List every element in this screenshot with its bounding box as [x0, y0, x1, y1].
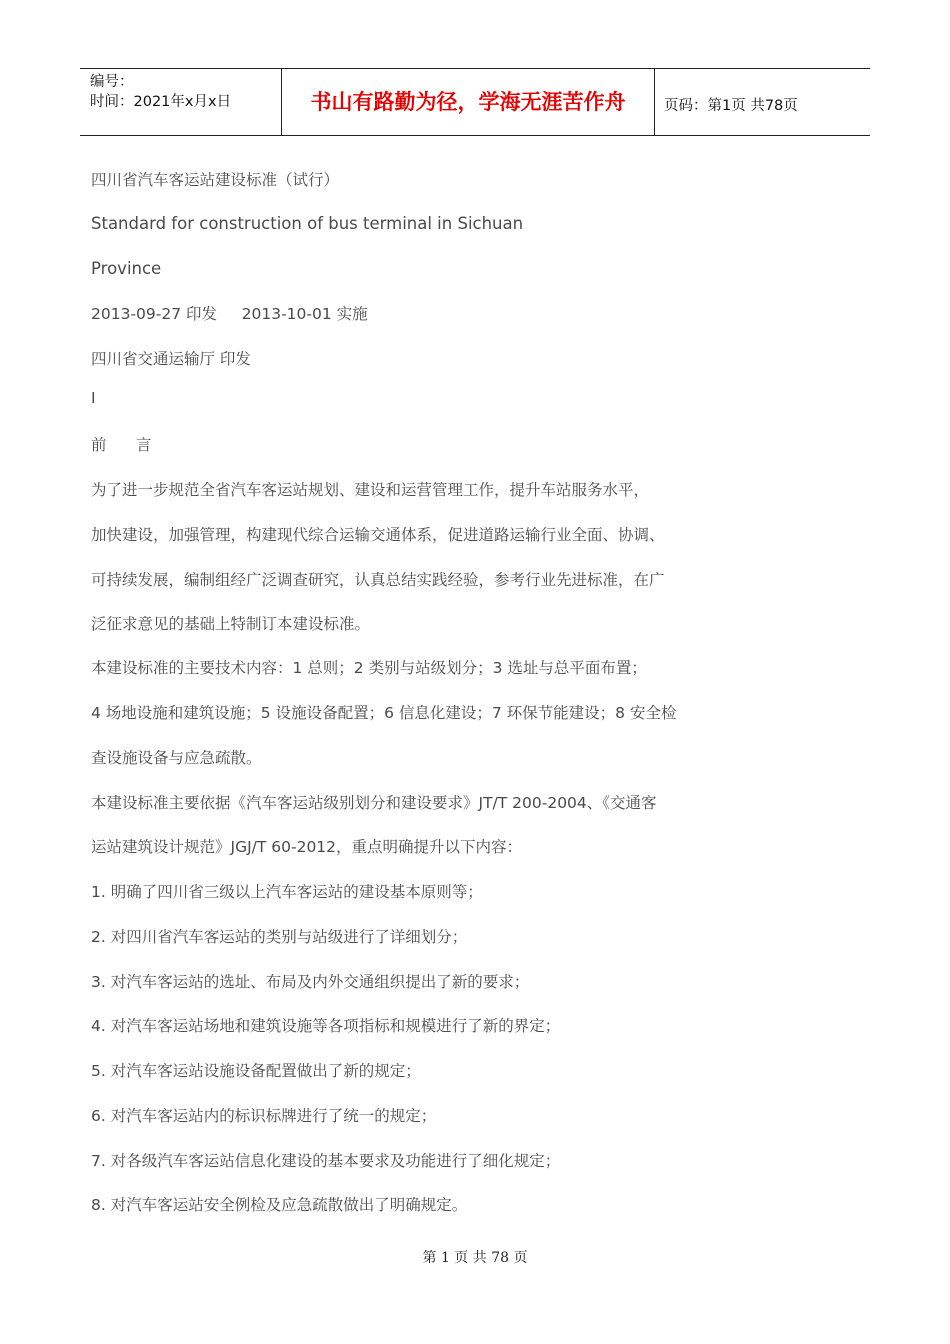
doc-english-title-line2: Province — [91, 259, 162, 278]
header-time-label: 时间：2021年x月x日 — [90, 94, 232, 110]
list-item: 7. 对各级汽车客运站信息化建设的基本要求及功能进行了细化规定； — [91, 1152, 561, 1170]
list-item: 6. 对汽车客运站内的标识标牌进行了统一的规定； — [91, 1107, 437, 1125]
paragraph-line: 查设施设备与应急疏散。 — [91, 749, 262, 767]
header-divider-right — [654, 68, 655, 136]
paragraph-line: 加快建设，加强管理，构建现代综合运输交通体系，促进道路运输行业全面、协调、 — [91, 526, 665, 544]
doc-english-title-line1: Standard for construction of bus terminal in Sichuan — [91, 214, 524, 233]
doc-roman-numeral: I — [91, 389, 96, 407]
header-number-label: 编号： — [90, 74, 134, 90]
header-motto: 书山有路勤为径，学海无涯苦作舟 — [310, 89, 626, 114]
doc-dates: 2013-09-27 印发 2013-10-01 实施 — [91, 305, 368, 323]
paragraph-line: 本建设标准主要依据《汽车客运站级别划分和建设要求》JT/T 200-2004、《交通客 — [91, 794, 657, 812]
paragraph-line: 为了进一步规范全省汽车客运站规划、建设和运营管理工作，提升车站服务水平， — [91, 481, 650, 499]
paragraph-line: 泛征求意见的基础上特制订本建设标准。 — [91, 615, 371, 633]
page-footer: 第 1 页 共 78 页 — [422, 1250, 528, 1266]
list-item: 1. 明确了四川省三级以上汽车客运站的建设基本原则等； — [91, 883, 483, 901]
header-page-info: 页码：第1页 共78页 — [664, 98, 798, 114]
paragraph-line: 本建设标准的主要技术内容：1 总则；2 类别与站级划分；3 选址与总平面布置； — [91, 659, 647, 677]
header-bottom-border — [80, 135, 870, 136]
preface-heading: 前 言 — [91, 436, 152, 454]
list-item: 4. 对汽车客运站场地和建筑设施等各项指标和规模进行了新的界定； — [91, 1017, 561, 1035]
doc-publisher: 四川省交通运输厅 印发 — [91, 350, 251, 368]
doc-title: 四川省汽车客运站建设标准（试行） — [91, 171, 340, 189]
list-item: 2. 对四川省汽车客运站的类别与站级进行了详细划分； — [91, 928, 468, 946]
header-top-border — [80, 68, 870, 69]
list-item: 8. 对汽车客运站安全例检及应急疏散做出了明确规定。 — [91, 1196, 468, 1214]
list-item: 5. 对汽车客运站设施设备配置做出了新的规定； — [91, 1062, 421, 1080]
list-item: 3. 对汽车客运站的选址、布局及内外交通组织提出了新的要求； — [91, 973, 530, 991]
paragraph-line: 可持续发展，编制组经广泛调查研究，认真总结实践经验，参考行业先进标准，在广 — [91, 571, 665, 589]
paragraph-line: 4 场地设施和建筑设施；5 设施设备配置；6 信息化建设；7 环保节能建设；8 安全检 — [91, 704, 677, 722]
paragraph-line: 运站建筑设计规范》JGJ/T 60-2012，重点明确提升以下内容： — [91, 838, 523, 856]
